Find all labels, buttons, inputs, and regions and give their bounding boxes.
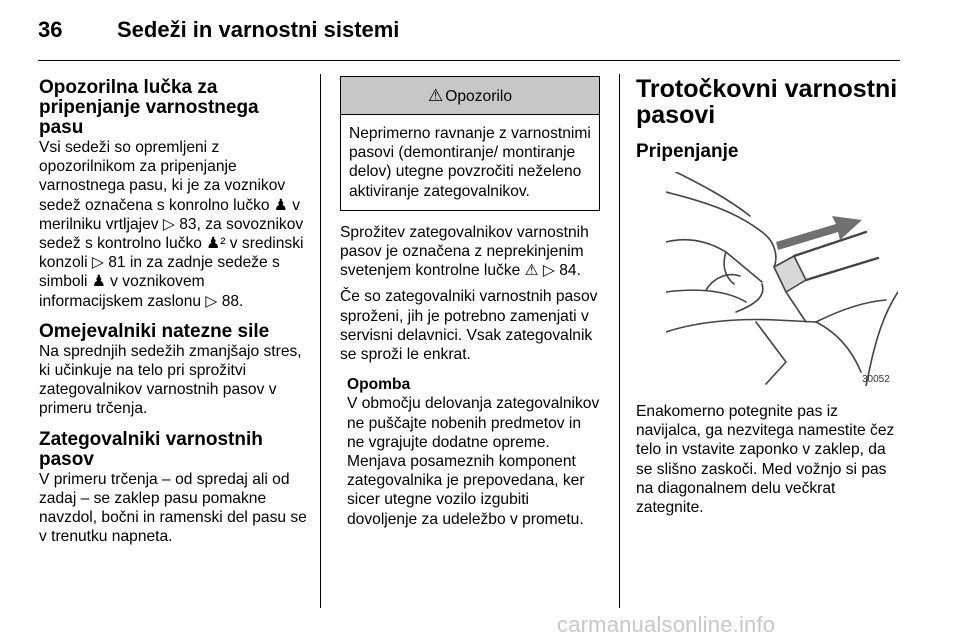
section-text-seatbelt-reminder: Vsi sedeži so opremljeni z opozorilnikom za pripenjanje varnostnega pasu, ki je za voznikov sedež označena s konrolno lučko ♟ v merilniku vrtljajev ▷ 83, za sovoznikov sedež s kontrolno lučko ♟² v sredinski konzoli ▷ 81 in za zadnje sedeže s simboli ♟ v voznikovem informacijskem zaslonu ▷ 88. [39, 139, 304, 310]
warning-title: Opozorilo [445, 88, 512, 105]
column-left [39, 78, 307, 557]
pull-direction-arrow-icon [776, 216, 862, 250]
paragraph-pretensioner-replacement: Če so zategovalniki varnostnih pasov sproženi, jih je potrebno zamenjati v servisni delavnici. Vsak zategovalnik se sproži le enkrat. [340, 288, 598, 364]
section-title-three-point-belts: Trotočkovni varnostni pasovi [636, 75, 898, 129]
section-text-load-limiters: Na sprednjih sedežih zmanjšajo stres, ki učinkuje na telo pri sprožitvi zategovalnikov varnostnih pasov v primeru trčenja. [39, 342, 302, 418]
note-text: V območju delovanja zategovalnikov ne puščajte nobenih predmetov in ne vgrajujte dodatne opreme. Menjava posameznih komponent zategovalnika je prepovedana, ker sicer utegne vozilo izgubiti dovoljenje za udeležbo v prometu. [347, 395, 600, 528]
column-divider-2 [619, 74, 620, 608]
subsection-title-fastening: Pripenjanje [636, 141, 739, 162]
section-load-limiters [39, 322, 307, 419]
section-text-pretensioners: V primeru trčenja – od spredaj ali od zadaj – se zaklep pasu pomakne navzdol, bočni in ramenski del pasu se v trenutku napneta. [39, 470, 307, 546]
warning-triangle-icon: ⚠ [428, 86, 444, 105]
column-middle [340, 76, 602, 529]
section-title-load-limiters: Omejevalniki natezne sile [39, 320, 270, 342]
section-pretensioners [39, 430, 307, 547]
warning-header [341, 77, 599, 115]
warning-text: Neprimerno ravnanje z varnostnimi pasovi (demontiranje/ montiranje delov) utegne povzročiti neželeno aktiviranje zategovalnikov. [349, 125, 591, 200]
warning-box [340, 76, 600, 211]
section-title-pretensioners: Zategovalniki varnostnih pasov [39, 428, 263, 470]
section-seatbelt-reminder [39, 78, 307, 311]
header-divider [38, 60, 900, 61]
note-block [347, 375, 602, 529]
chapter-title: Sedeži in varnostni sistemi [117, 17, 400, 42]
section-title-seatbelt-reminder: Opozorilna lučka za pripenjanje varnostnega pasu [39, 77, 259, 138]
paragraph-pretensioner-indicator: Sprožitev zategovalnikov varnostnih pasov je označena z neprekinjenim svetenjem kontrolne lučke ⚠ ▷ 84. [340, 223, 589, 280]
page-number: 36 [38, 17, 63, 42]
note-title: Opomba [347, 376, 411, 394]
column-right [636, 76, 904, 161]
watermark: carmanualsonline.info [557, 612, 776, 637]
column-divider-1 [320, 74, 321, 608]
figure-code: 30052 [862, 374, 890, 385]
seatbelt-fastening-illustration [666, 172, 898, 386]
fastening-instructions: Enakomerno potegnite pas iz navijalca, ga nezvitega namestite čez telo in vstavite zaponko v zaklep, da se slišno zaskoči. Med vožnjo si pas na diagonalnem delu večkrat zategnite. [636, 403, 895, 517]
